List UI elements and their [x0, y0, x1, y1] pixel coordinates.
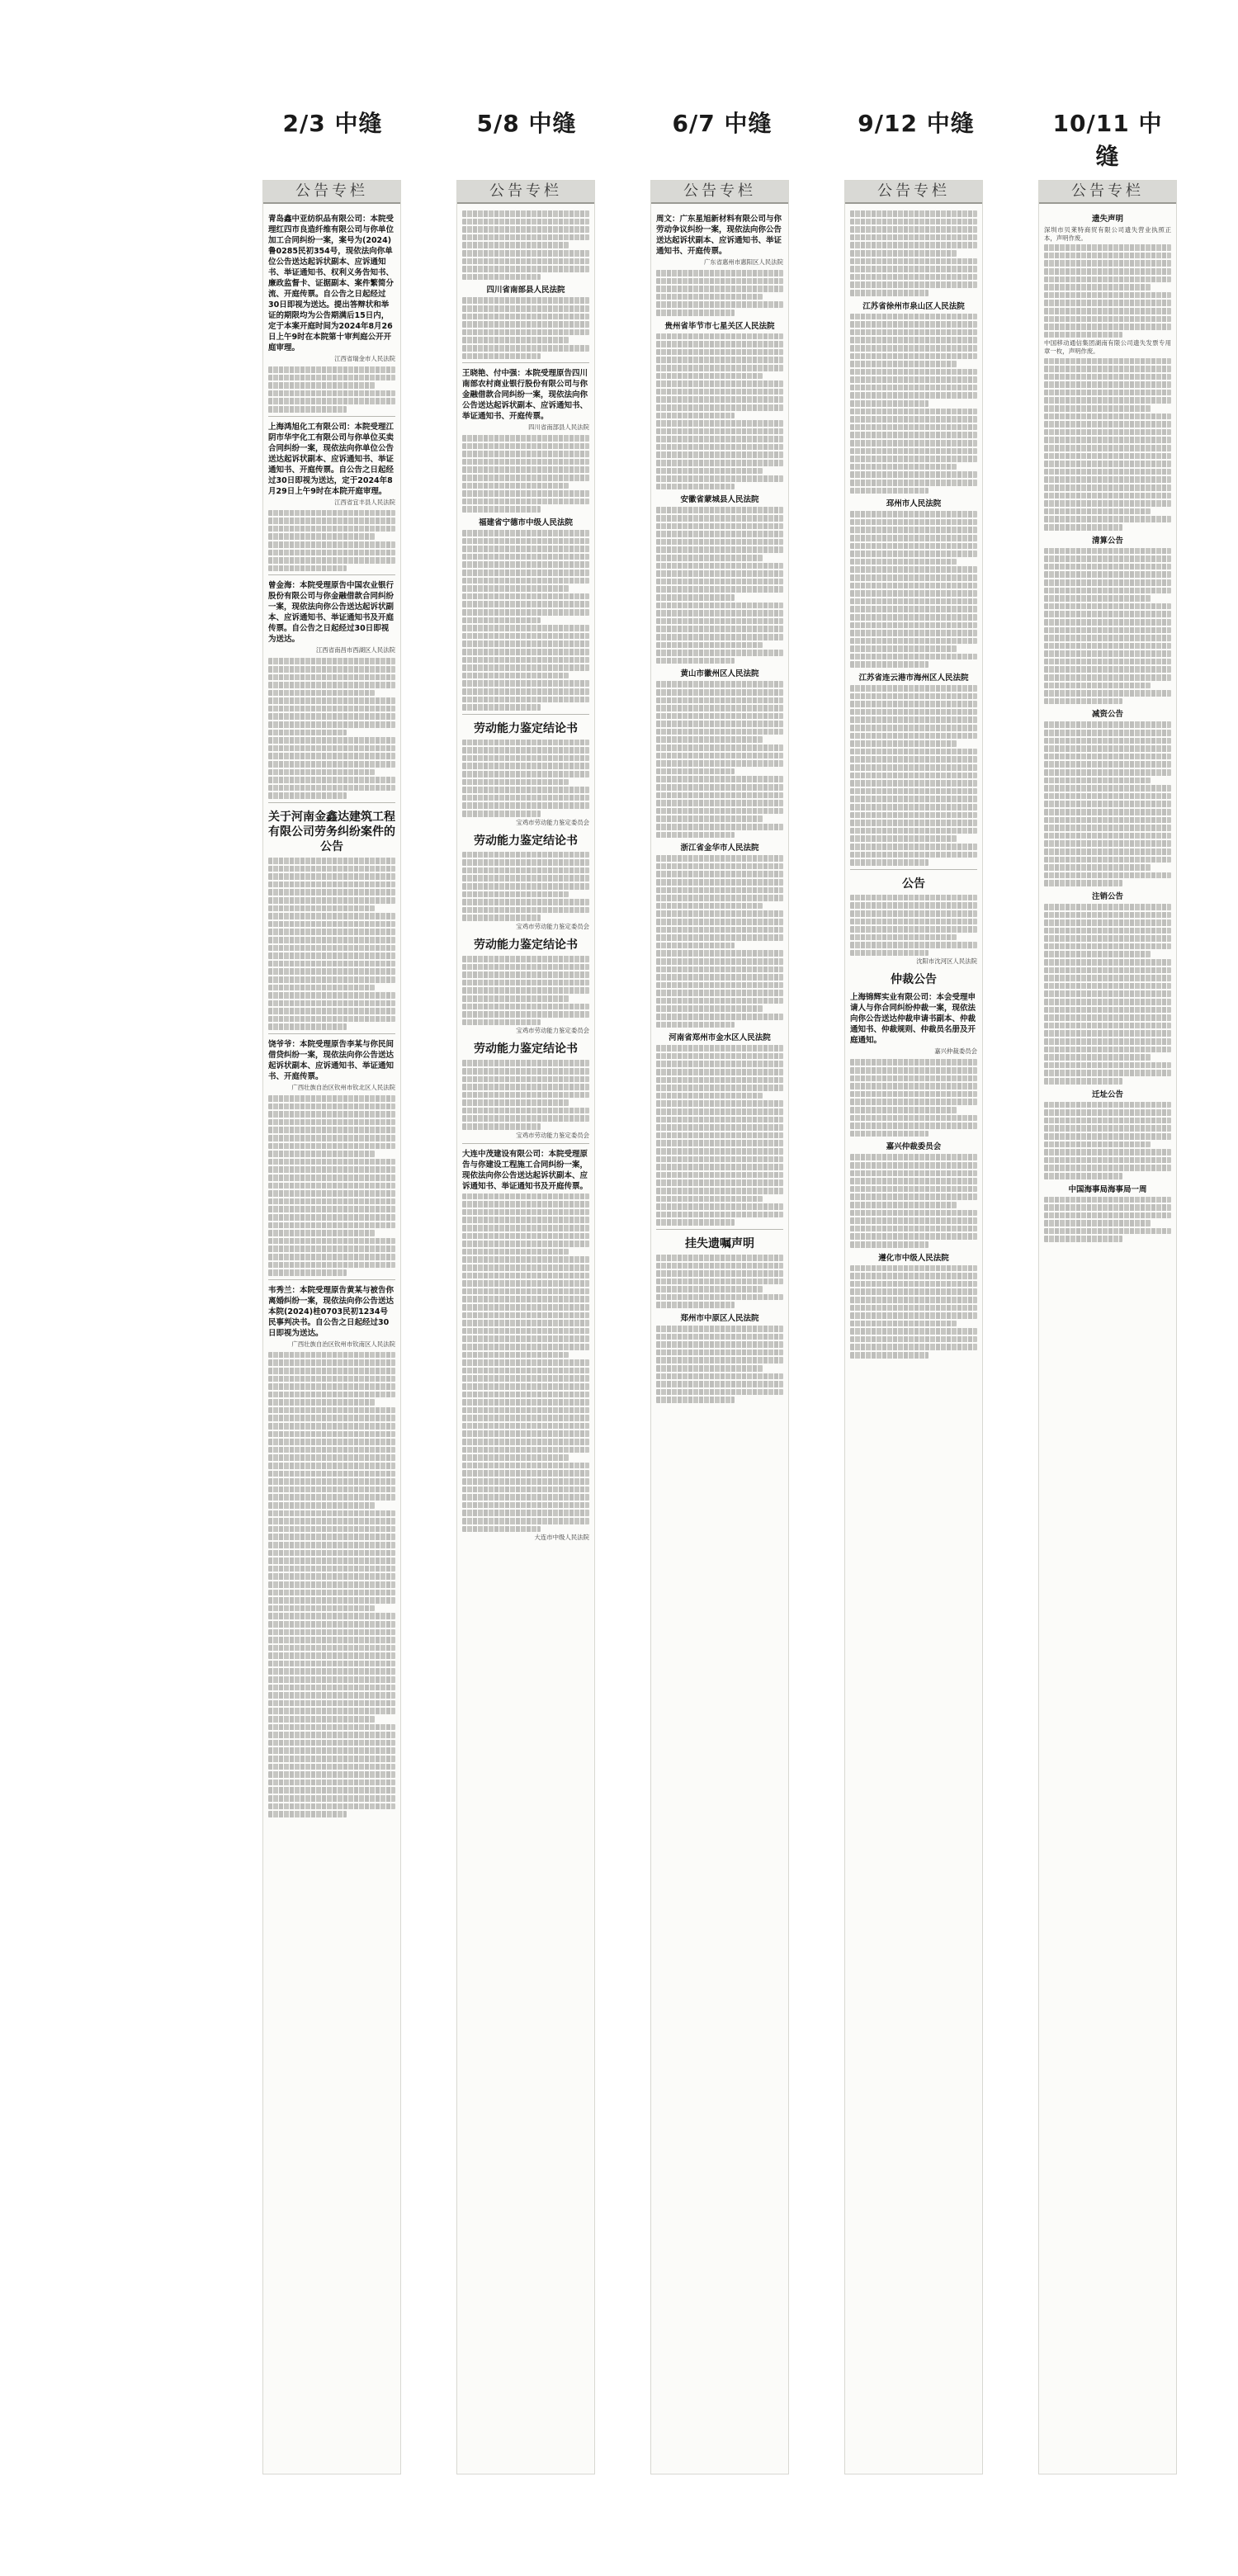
- notice-title: 邳州市人民法院: [886, 499, 942, 509]
- appraisal-title: 劳动能力鉴定结论书: [474, 721, 578, 735]
- notice-title: 王晓艳、付中强：本院受理原告四川南部农村商业银行股份有限公司与你金融借款合同纠纷一案，现依法向你公告送达起诉状副本、应诉通知书、举证通知书、开庭传票。: [462, 369, 588, 422]
- notice-sign: 广东省惠州市惠阳区人民法院: [703, 258, 783, 266]
- notice-title: 青岛鑫中亚纺织品有限公司：本院受理红四市良造纤维有限公司与你单位加工合同纠纷一案，案号为(2024)鲁0285民初354号，现依法向你单位公告送达起诉状副本、应诉通知书、举证通知书、权利义务告知书、廉政监督卡、证据副本、案件繁简分流、开庭传票。自公告之日起经过30日即视为送达。提出答辩状和举证的期限均为公告期满后15日内，定于本案开庭时间为2024年8月26日上午9时在本院第十审判庭公开开庭审理。: [268, 215, 395, 352]
- notice-title: 贵州省毕节市七星关区人民法院: [664, 321, 775, 331]
- notice-sign: 广西壮族自治区钦州市钦北区人民法院: [291, 1084, 395, 1092]
- notice-column-2: [456, 180, 595, 2474]
- notice-title: 曾金海：本院受理原告中国农业银行股份有限公司与你金融借款合同纠纷一案，现依法向你公告送达起诉状副本、应诉通知书、举证通知书及开庭传票。自公告之日起经过30日即视为送达。: [268, 581, 395, 645]
- notice-title: 大连中茂建设有限公司：本院受理原告与你建设工程施工合同纠纷一案，现依法向你公告送达起诉状副本、应诉通知书、举证通知书及开庭传票。: [462, 1149, 588, 1191]
- notice-title: 迁址公告: [1091, 1089, 1123, 1099]
- arbitration-title: 仲裁公告: [891, 973, 937, 987]
- notice-sign: 宝鸡市劳动能力鉴定委员会: [516, 1131, 589, 1139]
- notice-title: 郑州市中原区人民法院: [680, 1314, 759, 1324]
- notice-title: 中国海事局海事局一周: [1068, 1184, 1147, 1194]
- column-header: 公告专栏: [845, 181, 982, 204]
- notice-column-4: [844, 180, 983, 2474]
- appraisal-title: 劳动能力鉴定结论书: [474, 834, 578, 848]
- column-header: 公告专栏: [651, 181, 788, 204]
- notice-title: 浙江省金华市人民法院: [680, 844, 759, 853]
- notice-title: 江苏省连云港市海州区人民法院: [858, 674, 969, 683]
- notice-title: 四川省南部县人民法院: [486, 286, 565, 295]
- notice-title: 周文：广东星旭新材料有限公司与你劳动争议纠纷一案，现依法向你公告送达起诉状副本、应诉通知书、举证通知书、开庭传票。: [656, 215, 782, 256]
- column-header: 公告专栏: [1039, 181, 1176, 204]
- notice-title: 江苏省徐州市泉山区人民法院: [862, 301, 965, 311]
- notice-sign: 四川省南部县人民法院: [528, 423, 589, 432]
- notice-sign: 宝鸡市劳动能力鉴定委员会: [516, 922, 589, 930]
- strip-label-2-3: 2/3 中缝: [282, 110, 383, 137]
- notice-text: 深圳市贝莱特商贸有限公司遗失营业执照正本，声明作废。: [1044, 226, 1171, 242]
- notice-sign: 大连市中级人民法院: [534, 1534, 589, 1542]
- notice-title: 韦秀兰：本院受理原告黄某与被告你离婚纠纷一案，现依法向你公告送达本院(2024)桂0703民初1234号民事判决书。自公告之日起经过30日即视为送达。: [268, 1285, 395, 1338]
- notice-sign: 江西省宜丰县人民法院: [334, 498, 395, 506]
- notice-title: 注销公告: [1091, 891, 1123, 901]
- notice-column-5: [1038, 180, 1177, 2474]
- notice-title: 遗失声明: [1091, 215, 1123, 224]
- notice-headline: 关于河南金鑫达建筑工程有限公司劳务纠纷案件的公告: [268, 811, 395, 853]
- column-header: 公告专栏: [457, 181, 594, 204]
- notice-title: 嘉兴仲裁委员会: [886, 1142, 942, 1152]
- notice-title: 安徽省蒙城县人民法院: [680, 495, 759, 505]
- appraisal-title: 劳动能力鉴定结论书: [474, 1042, 578, 1056]
- announcement-title: 公告: [902, 877, 925, 891]
- strip-label-10-11: 10/11 中缝: [1052, 110, 1163, 170]
- notice-column-3: [650, 180, 789, 2474]
- notice-title: 河南省郑州市金水区人民法院: [669, 1033, 771, 1043]
- notice-sign: 江西省南昌市西湖区人民法院: [315, 646, 395, 655]
- notice-title: 遵化市中级人民法院: [878, 1253, 949, 1263]
- notice-sign: 江西省瑞金市人民法院: [334, 355, 395, 362]
- notice-sign: 沈阳市沈河区人民法院: [916, 957, 977, 966]
- strip-label-6-7: 6/7 中缝: [672, 110, 773, 137]
- column-header: 公告专栏: [263, 181, 400, 204]
- will-loss-statement-title: 挂失遗嘱声明: [685, 1236, 754, 1250]
- notice-sign: 宝鸡市劳动能力鉴定委员会: [516, 818, 589, 826]
- notice-title: 福建省宁德市中级人民法院: [478, 518, 573, 528]
- notice-sign: 宝鸡市劳动能力鉴定委员会: [516, 1027, 589, 1035]
- notice-title: 上海锦辉实业有限公司：本会受理申请人与你合同纠纷仲裁一案，现依法向你公告送达仲裁申请书副本、仲裁通知书、仲裁规则、仲裁员名册及开庭通知。: [850, 993, 976, 1046]
- strip-label-5-8: 5/8 中缝: [476, 110, 577, 137]
- notice-title: 饶爷爷：本院受理原告李某与你民间借贷纠纷一案，现依法向你公告送达起诉状副本、应诉通知书、举证通知书、开庭传票。: [268, 1040, 395, 1082]
- notice-sign: 嘉兴仲裁委员会: [934, 1047, 977, 1056]
- notice-title: 清算公告: [1091, 536, 1123, 546]
- notice-sign: 广西壮族自治区钦州市钦南区人民法院: [291, 1340, 395, 1348]
- appraisal-title: 劳动能力鉴定结论书: [474, 938, 578, 952]
- notice-column-1: [262, 180, 401, 2474]
- notice-title: 上海鸿旭化工有限公司：本院受理江阴市华宇化工有限公司与你单位买卖合同纠纷一案，现依法向你单位公告送达起诉状副本、应诉通知书、举证通知书、开庭传票。自公告之日起经过30日即视为送达，定于2024年8月29日上午9时在本院开庭审理。: [268, 422, 395, 496]
- notice-title: 减资公告: [1091, 710, 1123, 720]
- strip-label-9-12: 9/12 中缝: [858, 110, 975, 137]
- notice-text: 中国移动通信集团湖南有限公司遗失发票专用章一枚，声明作废。: [1044, 339, 1171, 355]
- notice-title: 黄山市徽州区人民法院: [680, 669, 759, 679]
